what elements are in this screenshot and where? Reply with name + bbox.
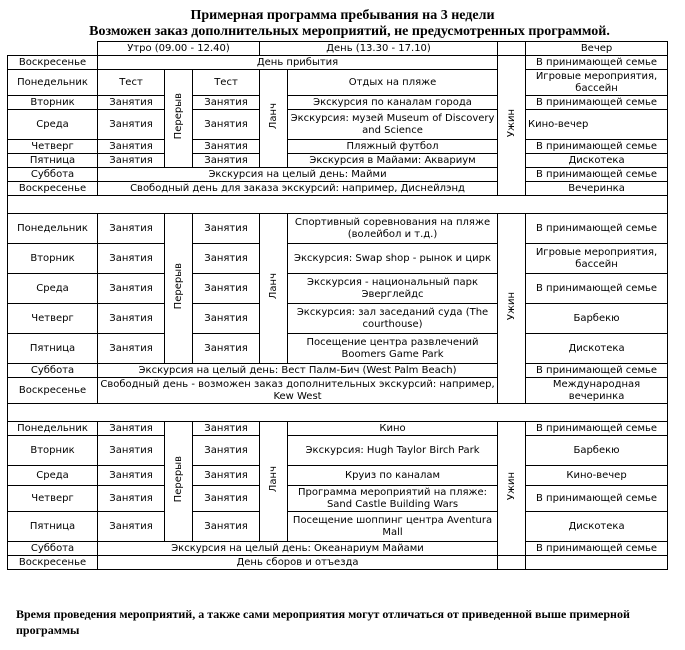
dinner-label: Ужин — [505, 292, 517, 321]
morning-cell: Занятия — [193, 244, 260, 274]
activity-cell: Экскурсия по каналам города — [288, 96, 498, 110]
morning-cell: Занятия — [193, 436, 260, 466]
evening-cell: В принимающей семье — [526, 140, 668, 154]
table-row — [8, 140, 668, 154]
day-cell: Среда — [8, 110, 98, 140]
table-row — [8, 466, 668, 486]
activity-cell: Отдых на пляже — [288, 70, 498, 96]
evening-cell: Кино-вечер — [526, 110, 668, 140]
span-cell: Свободный день - возможен заказ дополнительных экскурсий: например, Kew West — [98, 378, 498, 404]
break-label: Перерыв — [172, 456, 184, 503]
lunch-label: Ланч — [267, 273, 279, 300]
evening-cell: Кино-вечер — [526, 466, 668, 486]
day-cell: Пятница — [8, 334, 98, 364]
morning-cell: Занятия — [193, 274, 260, 304]
morning-cell: Занятия — [98, 154, 165, 168]
table-row — [8, 304, 668, 334]
document-subtitle: Возможен заказ дополнительных мероприятий, не предусмотренных программой. — [89, 24, 610, 39]
day-cell: Вторник — [8, 244, 98, 274]
morning-cell: Занятия — [193, 96, 260, 110]
dinner-label: Ужин — [505, 472, 517, 501]
activity-cell: Экскурсия: зал заседаний суда (The courthouse) — [288, 304, 498, 334]
activity-cell: Экскурсия: Swap shop - рынок и цирк — [288, 244, 498, 274]
activity-cell: Программа мероприятий на пляже: Sand Castle Building Wars — [288, 486, 498, 512]
separator-cell — [8, 404, 668, 422]
evening-cell: В принимающей семье — [526, 486, 668, 512]
morning-cell: Занятия — [98, 110, 165, 140]
table-row — [8, 182, 668, 196]
separator-cell — [8, 196, 668, 214]
day-cell: Воскресенье — [8, 378, 98, 404]
evening-cell: В принимающей семье — [526, 422, 668, 436]
morning-cell: Тест — [193, 70, 260, 96]
evening-cell: В принимающей семье — [526, 364, 668, 378]
morning-cell: Занятия — [193, 140, 260, 154]
break-cell — [165, 214, 193, 364]
span-cell: Свободный день для заказа экскурсий: например, Диснейлэнд — [98, 182, 498, 196]
table-row — [8, 214, 668, 244]
morning-cell: Занятия — [98, 334, 165, 364]
schedule-table — [7, 41, 668, 570]
evening-cell: Дискотека — [526, 154, 668, 168]
break-cell — [165, 70, 193, 168]
span-cell: Экскурсия на целый день: Майми — [98, 168, 498, 182]
morning-cell: Занятия — [193, 334, 260, 364]
morning-cell: Занятия — [193, 214, 260, 244]
lunch-cell — [260, 214, 288, 364]
day-cell: Понедельник — [8, 214, 98, 244]
day-cell: Четверг — [8, 486, 98, 512]
header-day: День (13.30 - 17.10) — [260, 42, 498, 56]
dinner-blank-cell — [498, 556, 526, 570]
morning-cell: Занятия — [98, 486, 165, 512]
evening-cell: Вечеринка — [526, 182, 668, 196]
day-cell: Четверг — [8, 304, 98, 334]
evening-cell: В принимающей семье — [526, 168, 668, 182]
day-cell: Вторник — [8, 436, 98, 466]
activity-cell: Круиз по каналам — [288, 466, 498, 486]
morning-cell: Занятия — [193, 422, 260, 436]
break-label: Перерыв — [172, 93, 184, 140]
evening-cell: В принимающей семье — [526, 274, 668, 304]
evening-cell: В принимающей семье — [526, 214, 668, 244]
break-cell — [165, 422, 193, 542]
header-row — [8, 42, 668, 56]
morning-cell: Занятия — [98, 304, 165, 334]
week-separator — [8, 196, 668, 214]
table-row — [8, 168, 668, 182]
morning-cell: Тест — [98, 70, 165, 96]
morning-cell: Занятия — [98, 512, 165, 542]
dinner-label: Ужин — [505, 109, 517, 138]
table-row — [8, 334, 668, 364]
day-cell: Вторник — [8, 96, 98, 110]
morning-cell: Занятия — [193, 304, 260, 334]
header-evening: Вечер — [526, 42, 668, 56]
morning-cell: Занятия — [193, 154, 260, 168]
evening-cell: Игровые мероприятия, бассейн — [526, 70, 668, 96]
dinner-cell — [498, 422, 526, 556]
header-empty — [8, 42, 98, 56]
morning-cell: Занятия — [98, 436, 165, 466]
day-cell: Воскресенье — [8, 56, 98, 70]
header-morning: Утро (09.00 - 12.40) — [98, 42, 260, 56]
table-row — [8, 422, 668, 436]
morning-cell: Занятия — [98, 244, 165, 274]
activity-cell: Пляжный футбол — [288, 140, 498, 154]
table-row — [8, 378, 668, 404]
span-cell: Экскурсия на целый день: Вест Палм-Бич (West Palm Beach) — [98, 364, 498, 378]
morning-cell: Занятия — [98, 422, 165, 436]
table-row — [8, 556, 668, 570]
morning-cell: Занятия — [98, 96, 165, 110]
evening-cell: Игровые мероприятия, бассейн — [526, 244, 668, 274]
day-cell: Суббота — [8, 364, 98, 378]
evening-cell: Международная вечеринка — [526, 378, 668, 404]
dinner-cell — [498, 56, 526, 196]
week-separator — [8, 404, 668, 422]
day-cell: Пятница — [8, 512, 98, 542]
activity-cell: Экскурсия - национальный парк Эверглейдс — [288, 274, 498, 304]
day-cell: Понедельник — [8, 70, 98, 96]
document-title: Примерная программа пребывания на 3 недели — [190, 8, 495, 23]
dinner-cell — [498, 214, 526, 404]
evening-cell: Барбекю — [526, 304, 668, 334]
day-cell: Среда — [8, 274, 98, 304]
lunch-cell — [260, 70, 288, 168]
day-cell: Суббота — [8, 542, 98, 556]
table-row — [8, 96, 668, 110]
header-dinner-empty — [498, 42, 526, 56]
lunch-label: Ланч — [267, 466, 279, 493]
evening-cell: В принимающей семье — [526, 96, 668, 110]
lunch-label: Ланч — [267, 103, 279, 130]
day-cell: Понедельник — [8, 422, 98, 436]
activity-cell: Экскурсия: музей Museum of Discovery and Science — [288, 110, 498, 140]
day-cell: Четверг — [8, 140, 98, 154]
lunch-cell — [260, 422, 288, 542]
table-row — [8, 486, 668, 512]
morning-cell: Занятия — [98, 274, 165, 304]
table-row — [8, 512, 668, 542]
evening-cell — [526, 556, 668, 570]
table-row — [8, 56, 668, 70]
table-row — [8, 70, 668, 96]
evening-cell: В принимающей семье — [526, 542, 668, 556]
morning-cell: Занятия — [193, 486, 260, 512]
morning-cell: Занятия — [193, 110, 260, 140]
span-cell: День прибытия — [98, 56, 498, 70]
evening-cell: Барбекю — [526, 436, 668, 466]
day-cell: Среда — [8, 466, 98, 486]
table-row — [8, 436, 668, 466]
activity-cell: Экскурсия в Майами: Аквариум — [288, 154, 498, 168]
activity-cell: Посещение центра развлечений Boomers Game Park — [288, 334, 498, 364]
table-row — [8, 154, 668, 168]
table-row — [8, 110, 668, 140]
activity-cell: Посещение шоппинг центра Aventura Mall — [288, 512, 498, 542]
morning-cell: Занятия — [193, 512, 260, 542]
morning-cell: Занятия — [98, 140, 165, 154]
table-row — [8, 364, 668, 378]
span-cell: Экскурсия на целый день: Океанариум Майами — [98, 542, 498, 556]
day-cell: Воскресенье — [8, 556, 98, 570]
table-row — [8, 542, 668, 556]
morning-cell: Занятия — [98, 214, 165, 244]
activity-cell: Кино — [288, 422, 498, 436]
day-cell: Суббота — [8, 168, 98, 182]
activity-cell: Экскурсия: Hugh Taylor Birch Park — [288, 436, 498, 466]
evening-cell: В принимающей семье — [526, 56, 668, 70]
break-label: Перерыв — [172, 263, 184, 310]
day-cell: Пятница — [8, 154, 98, 168]
evening-cell: Дискотека — [526, 334, 668, 364]
evening-cell: Дискотека — [526, 512, 668, 542]
span-cell: День сборов и отъезда — [98, 556, 498, 570]
table-row — [8, 274, 668, 304]
morning-cell: Занятия — [193, 466, 260, 486]
table-row — [8, 244, 668, 274]
activity-cell: Спортивный соревнования на пляже (волейбол и т.д.) — [288, 214, 498, 244]
day-cell: Воскресенье — [8, 182, 98, 196]
morning-cell: Занятия — [98, 466, 165, 486]
footer-note: Время проведения мероприятий, а также сами мероприятия могут отличаться от приведенной выше примерной программы — [16, 607, 630, 637]
